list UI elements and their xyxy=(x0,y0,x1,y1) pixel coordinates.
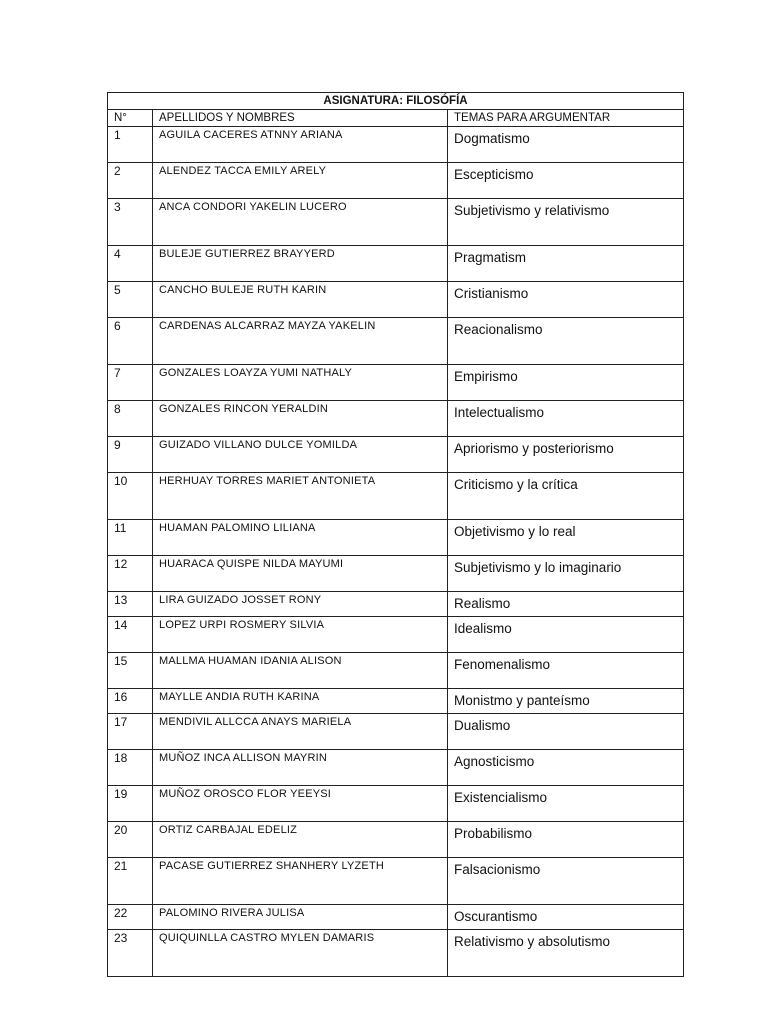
argument-topic: Dualismo xyxy=(448,714,684,750)
table-row xyxy=(108,127,684,163)
table-row xyxy=(108,199,684,246)
row-number: 15 xyxy=(108,653,153,689)
student-name: MALLMA HUAMAN IDANIA ALISON xyxy=(153,653,448,689)
argument-topic: Probabilismo xyxy=(448,822,684,858)
student-name: LOPEZ URPI ROSMERY SILVIA xyxy=(153,617,448,653)
student-name: GONZALES LOAYZA YUMI NATHALY xyxy=(153,365,448,401)
table-row xyxy=(108,822,684,858)
argument-topic: Reacionalismo xyxy=(448,318,684,365)
row-number: 3 xyxy=(108,199,153,246)
student-name: HERHUAY TORRES MARIET ANTONIETA xyxy=(153,473,448,520)
student-name: ANCA CONDORI YAKELIN LUCERO xyxy=(153,199,448,246)
table-row xyxy=(108,750,684,786)
student-name: BULEJE GUTIERREZ BRAYYERD xyxy=(153,246,448,282)
header-name: APELLIDOS Y NOMBRES xyxy=(153,110,448,127)
row-number: 9 xyxy=(108,437,153,473)
row-number: 2 xyxy=(108,163,153,199)
table-body xyxy=(108,93,684,977)
header-topic: TEMAS PARA ARGUMENTAR xyxy=(448,110,684,127)
table-row xyxy=(108,520,684,556)
row-number: 19 xyxy=(108,786,153,822)
student-name: ALENDEZ TACCA EMILY ARELY xyxy=(153,163,448,199)
row-number: 23 xyxy=(108,930,153,977)
argument-topic: Subjetivismo y relativismo xyxy=(448,199,684,246)
row-number: 16 xyxy=(108,689,153,714)
table-row xyxy=(108,437,684,473)
argument-topic: Oscurantismo xyxy=(448,905,684,930)
student-name: HUARACA QUISPE NILDA MAYUMI xyxy=(153,556,448,592)
argument-topic: Apriorismo y posteriorismo xyxy=(448,437,684,473)
row-number: 17 xyxy=(108,714,153,750)
student-topics-table xyxy=(107,92,684,977)
row-number: 18 xyxy=(108,750,153,786)
table-row xyxy=(108,246,684,282)
student-name: QUIQUINLLA CASTRO MYLEN DAMARIS xyxy=(153,930,448,977)
table-row xyxy=(108,473,684,520)
student-name: GUIZADO VILLANO DULCE YOMILDA xyxy=(153,437,448,473)
argument-topic: Pragmatism xyxy=(448,246,684,282)
table-row xyxy=(108,592,684,617)
row-number: 6 xyxy=(108,318,153,365)
student-name: CARDENAS ALCARRAZ MAYZA YAKELIN xyxy=(153,318,448,365)
argument-topic: Escepticismo xyxy=(448,163,684,199)
argument-topic: Idealismo xyxy=(448,617,684,653)
table-row xyxy=(108,930,684,977)
row-number: 12 xyxy=(108,556,153,592)
row-number: 22 xyxy=(108,905,153,930)
row-number: 8 xyxy=(108,401,153,437)
row-number: 21 xyxy=(108,858,153,905)
table-row xyxy=(108,714,684,750)
table-row xyxy=(108,689,684,714)
row-number: 5 xyxy=(108,282,153,318)
table-row xyxy=(108,318,684,365)
header-row xyxy=(108,110,684,127)
table-row xyxy=(108,617,684,653)
student-name: LIRA GUIZADO JOSSET RONY xyxy=(153,592,448,617)
argument-topic: Relativismo y absolutismo xyxy=(448,930,684,977)
table-row xyxy=(108,653,684,689)
row-number: 10 xyxy=(108,473,153,520)
argument-topic: Existencialismo xyxy=(448,786,684,822)
row-number: 13 xyxy=(108,592,153,617)
argument-topic: Dogmatismo xyxy=(448,127,684,163)
row-number: 7 xyxy=(108,365,153,401)
row-number: 11 xyxy=(108,520,153,556)
table-row xyxy=(108,556,684,592)
student-name: MUÑOZ OROSCO FLOR YEEYSI xyxy=(153,786,448,822)
argument-topic: Objetivismo y lo real xyxy=(448,520,684,556)
student-name: GONZALES RINCON YERALDIN xyxy=(153,401,448,437)
table-row xyxy=(108,401,684,437)
table-row xyxy=(108,786,684,822)
table-row xyxy=(108,858,684,905)
row-number: 4 xyxy=(108,246,153,282)
row-number: 1 xyxy=(108,127,153,163)
student-name: MAYLLE ANDIA RUTH KARINA xyxy=(153,689,448,714)
argument-topic: Realismo xyxy=(448,592,684,617)
argument-topic: Empirismo xyxy=(448,365,684,401)
student-name: MUÑOZ INCA ALLISON MAYRIN xyxy=(153,750,448,786)
argument-topic: Intelectualismo xyxy=(448,401,684,437)
argument-topic: Falsacionismo xyxy=(448,858,684,905)
argument-topic: Monistmo y panteísmo xyxy=(448,689,684,714)
row-number: 14 xyxy=(108,617,153,653)
student-name: AGUILA CACERES ATNNY ARIANA xyxy=(153,127,448,163)
student-name: HUAMAN PALOMINO LILIANA xyxy=(153,520,448,556)
argument-topic: Subjetivismo y lo imaginario xyxy=(448,556,684,592)
student-name: ORTIZ CARBAJAL EDELIZ xyxy=(153,822,448,858)
table-row xyxy=(108,282,684,318)
student-name: MENDIVIL ALLCCA ANAYS MARIELA xyxy=(153,714,448,750)
student-name: PALOMINO RIVERA JULISA xyxy=(153,905,448,930)
table-row xyxy=(108,365,684,401)
argument-topic: Cristianismo xyxy=(448,282,684,318)
argument-topic: Agnosticismo xyxy=(448,750,684,786)
table-row xyxy=(108,163,684,199)
argument-topic: Fenomenalismo xyxy=(448,653,684,689)
title-row xyxy=(108,93,684,110)
table-title: ASIGNATURA: FILOSÓFÍA xyxy=(108,93,684,110)
table-row xyxy=(108,905,684,930)
student-name: CANCHO BULEJE RUTH KARIN xyxy=(153,282,448,318)
header-num: N° xyxy=(108,110,153,127)
row-number: 20 xyxy=(108,822,153,858)
argument-topic: Criticismo y la crítica xyxy=(448,473,684,520)
student-name: PACASE GUTIERREZ SHANHERY LYZETH xyxy=(153,858,448,905)
